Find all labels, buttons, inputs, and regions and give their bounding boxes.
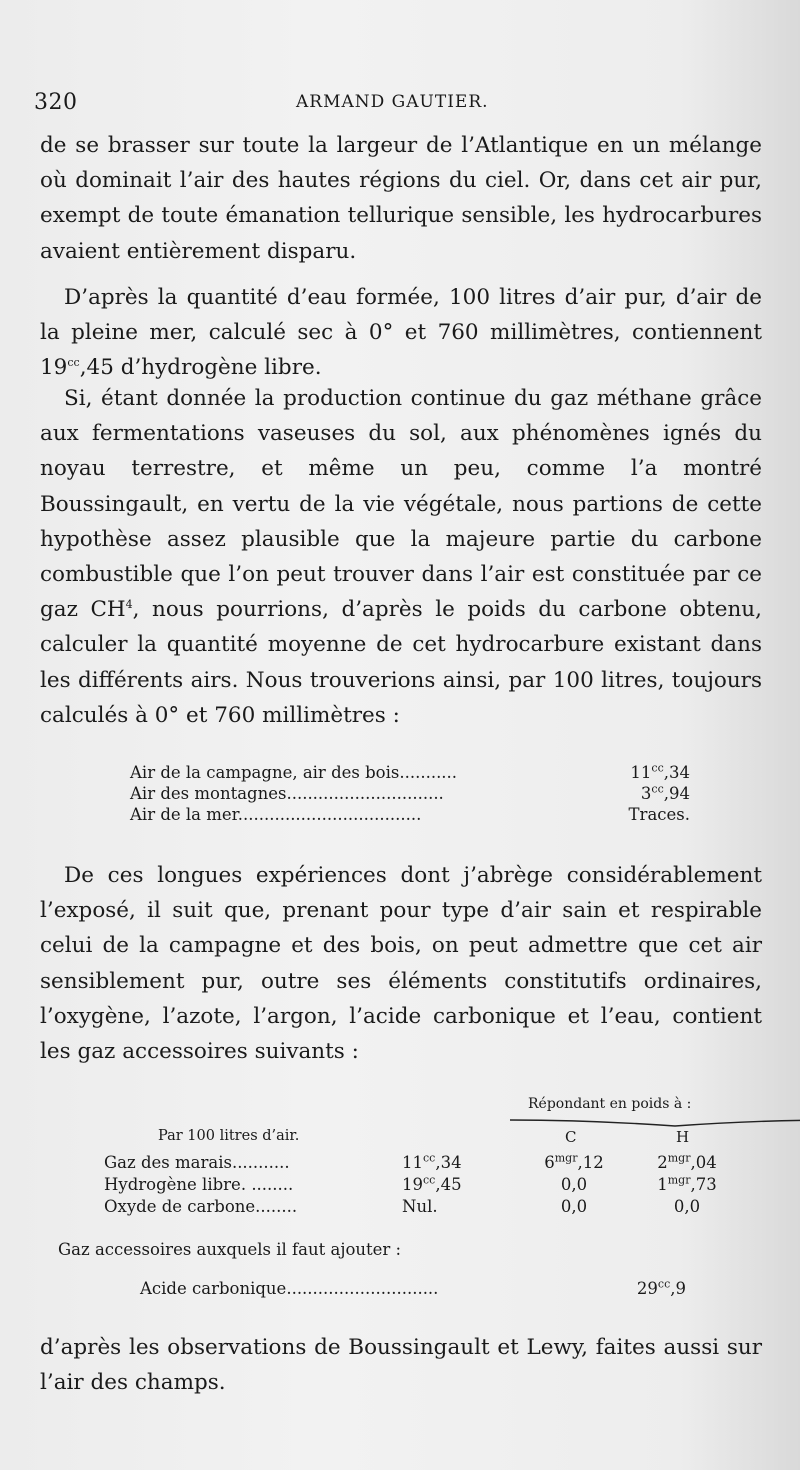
- list-item: [130, 804, 690, 825]
- row-hydrogen: 0,0: [673, 1197, 701, 1216]
- list-item-label: Air de la mer...................................: [130, 805, 422, 824]
- row-name: Oxyde de carbone........: [104, 1197, 298, 1216]
- brace-icon: [510, 1116, 800, 1128]
- paragraph-2-text-a: D’après la quantité d’eau formée, 100 litres d’air pur, d’air de la pleine mer, calculé sec à 0° et 760 millimètres, contiennent 19: [40, 285, 762, 381]
- row-hydrogen: $1^{mgr},73$: [657, 1173, 717, 1194]
- paragraph-1: de se brasser sur toute la largeur de l’Atlantique en un mélange où dominait l’air des hautes régions du ciel. Or, dans cet air pur, exempt de toute émanation tellurique sensible, les hydrocarbures avaient entièrement disparu.: [40, 133, 762, 264]
- row-name: Hydrogène libre. ........: [104, 1175, 294, 1194]
- row-hydrogen: $2^{mgr},04$: [657, 1151, 717, 1172]
- page-number: 320: [34, 90, 78, 115]
- row-name: Gaz des marais...........: [104, 1153, 290, 1172]
- paragraph-3-sup: 4: [125, 598, 133, 612]
- paragraph-5: d’après les observations de Boussingault et Lewy, faites aussi sur l’air des champs.: [40, 1335, 762, 1396]
- list-item: [130, 762, 690, 783]
- row-carbon: 0,0: [560, 1175, 588, 1194]
- list-item-value: $3^{cc},94$: [640, 782, 690, 803]
- table-row: [104, 1175, 754, 1197]
- row-volume: $11^{cc},34$: [402, 1151, 462, 1172]
- table-row: [104, 1197, 754, 1219]
- row-carbon: 0,0: [560, 1197, 588, 1216]
- table-row: [104, 1153, 754, 1175]
- table-header: Répondant en poids à :: [528, 1096, 692, 1112]
- list-item-label: Air des montagnes..............................: [130, 784, 444, 803]
- column-header-c: C: [565, 1128, 577, 1146]
- list-item: [130, 783, 690, 804]
- paragraph-2-text-b: ,45 d’hydrogène libre.: [79, 355, 322, 381]
- list-item-value: Traces.: [628, 805, 690, 824]
- paragraph-3-text-a: Si, étant donnée la production continue du gaz méthane grâce aux fermentations vaseuses du sol, aux phénomènes ignés du noyau terrestre, et même un peu, comme l’a montré Boussingault, en vertu de la vie végétale, nous partions de cette hypothèse assez plausible que la majeure partie du carbone combustible que l’on peut trouver dans l’air est constituée par ce gaz CH: [40, 386, 762, 623]
- row-volume: $19^{cc},45$: [402, 1173, 462, 1194]
- page-header: [34, 90, 754, 118]
- column-header-h: H: [676, 1128, 690, 1146]
- row-volume: Nul.: [402, 1197, 438, 1216]
- table-caption: Par 100 litres d’air.: [158, 1128, 300, 1144]
- running-head: ARMAND GAUTIER.: [296, 92, 489, 112]
- acid-row: [140, 1279, 686, 1298]
- acid-value: $29^{cc},9$: [636, 1277, 686, 1298]
- list-item-label: Air de la campagne, air des bois...........: [130, 763, 458, 782]
- accessory-note: Gaz accessoires auxquels il faut ajouter :: [58, 1240, 402, 1259]
- paragraph-2-sup: cc: [67, 356, 80, 370]
- paragraph-3: [40, 381, 762, 733]
- paragraph-3-text-b: , nous pourrions, d’après le poids du carbone obtenu, calculer la quantité moyenne de cet hydrocarbure existant dans les différents airs. Nous trouverions ainsi, par 100 litres, toujours calculés à 0° et 760 millimètres :: [40, 597, 762, 728]
- paragraph-4: De ces longues expériences dont j’abrège considérablement l’exposé, il suit que, prenant pour type d’air sain et respirable celui de la campagne et des bois, on peut admettre que cet air sensiblement pur, outre ses éléments constitutifs ordinaires, l’oxygène, l’azote, l’argon, l’acide carbonique et l’eau, contient les gaz accessoires suivants :: [40, 863, 762, 1065]
- paragraph-2: [40, 280, 762, 386]
- list-item-value: $11^{cc},34$: [630, 761, 690, 782]
- hydrocarbon-list: [130, 762, 690, 825]
- acid-label: Acide carbonique.............................: [140, 1279, 439, 1298]
- row-carbon: $6^{mgr},12$: [544, 1151, 604, 1172]
